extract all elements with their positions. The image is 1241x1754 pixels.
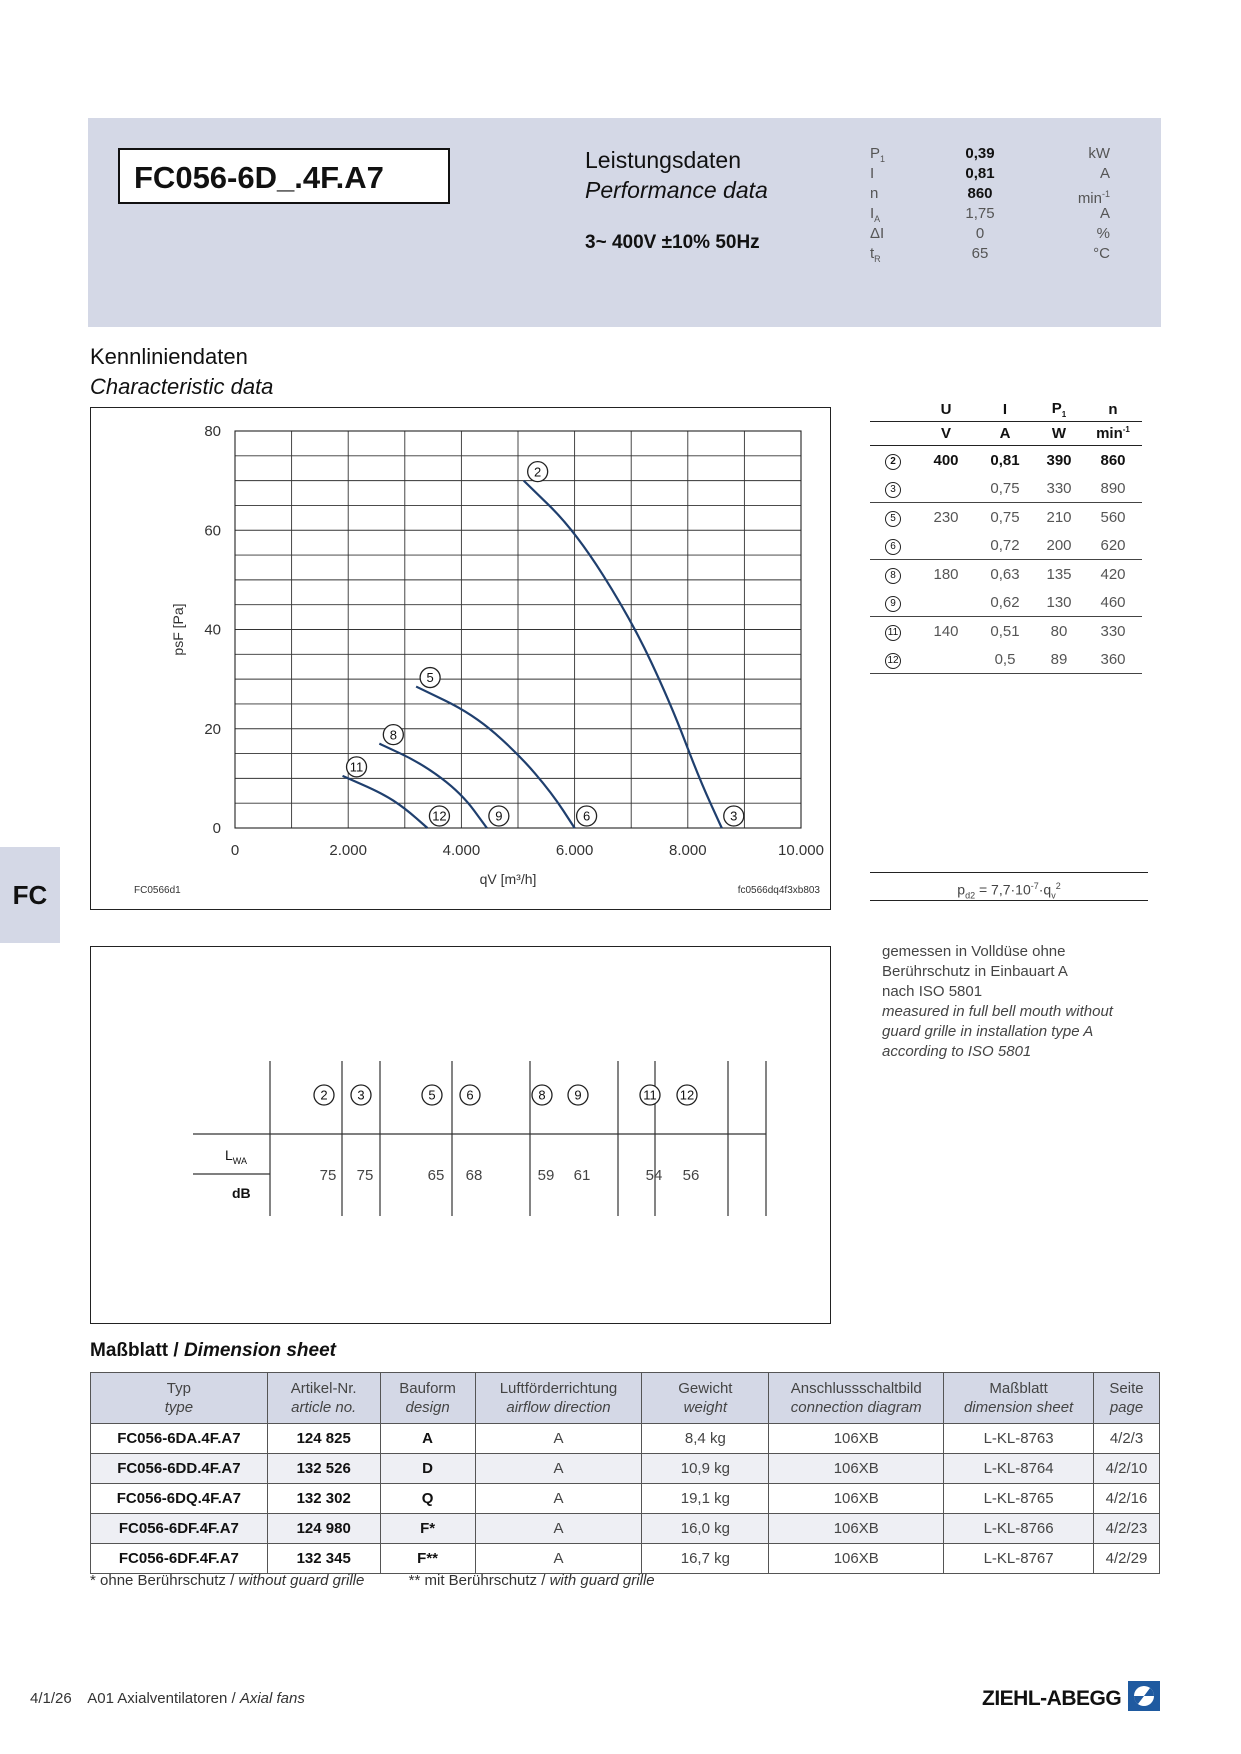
dimension-cell: 106XB bbox=[769, 1514, 944, 1544]
sound-value: 56 bbox=[682, 1167, 700, 1184]
dimension-cell: 16,0 kg bbox=[642, 1514, 769, 1544]
dimension-row bbox=[91, 1484, 1160, 1514]
dimension-cell: A bbox=[475, 1454, 642, 1484]
spec-unit: % bbox=[1096, 225, 1110, 242]
dimension-header-cell: Anschlussschaltbild connection diagram bbox=[769, 1373, 944, 1424]
op-table-cell: 0,81 bbox=[990, 451, 1020, 469]
svg-text:8: 8 bbox=[389, 727, 397, 743]
op-table-header-cell: V bbox=[916, 422, 976, 446]
sound-power-table bbox=[90, 946, 831, 1324]
page-number: 4/1/26 bbox=[30, 1690, 72, 1707]
note-line-en: guard grille in installation type A bbox=[882, 1023, 1094, 1040]
dimension-cell: 4/2/3 bbox=[1094, 1424, 1160, 1454]
op-table-row bbox=[870, 588, 1142, 617]
svg-text:9: 9 bbox=[574, 1087, 582, 1103]
sound-value: 59 bbox=[537, 1167, 555, 1184]
sound-value: 68 bbox=[465, 1167, 483, 1184]
dimension-row bbox=[91, 1454, 1160, 1484]
spec-unit: °C bbox=[1093, 245, 1110, 262]
op-table-header-cell: A bbox=[976, 422, 1034, 446]
chart-right-note: fc0566dq4f3xb803 bbox=[737, 885, 820, 896]
op-table-cell: 200 bbox=[1034, 531, 1084, 560]
y-tick-label: 60 bbox=[204, 522, 221, 540]
svg-text:9: 9 bbox=[495, 808, 503, 824]
y-tick-label: 80 bbox=[204, 423, 221, 440]
op-table-cell: 0,62 bbox=[976, 588, 1034, 617]
footnote-1-de: * ohne Berührschutz / bbox=[90, 1572, 239, 1589]
op-table-cell: 560 bbox=[1100, 508, 1126, 526]
x-tick-label: 2.000 bbox=[329, 842, 367, 859]
curve-marker-8 bbox=[383, 725, 403, 745]
dimension-header-cell: Artikel-Nr. article no. bbox=[267, 1373, 380, 1424]
spec-symbol: I bbox=[870, 165, 875, 182]
op-table-row bbox=[870, 446, 1142, 475]
dimension-cell: 4/2/10 bbox=[1094, 1454, 1160, 1484]
spec-unit: kW bbox=[1088, 145, 1110, 162]
svg-text:6: 6 bbox=[582, 808, 591, 824]
sound-marker-3 bbox=[351, 1085, 371, 1105]
y-tick-label: 20 bbox=[204, 720, 221, 738]
op-table-cell: 400 bbox=[933, 451, 959, 469]
svg-text:3: 3 bbox=[357, 1087, 365, 1103]
x-tick-label: 0 bbox=[230, 842, 240, 859]
series-line-11-12 bbox=[343, 776, 428, 828]
curve-marker-12 bbox=[429, 806, 449, 826]
op-table-cell: 180 bbox=[933, 565, 959, 583]
op-table-cell bbox=[916, 474, 976, 503]
note-line-de: nach ISO 5801 bbox=[882, 983, 983, 1000]
note-line-de: gemessen in Volldüse ohne bbox=[882, 943, 1066, 960]
op-table-header-cell: n bbox=[1084, 398, 1142, 422]
op-table-cell bbox=[916, 531, 976, 560]
dimension-cell: 4/2/16 bbox=[1094, 1484, 1160, 1514]
section-title-en: Characteristic data bbox=[90, 374, 274, 399]
dimension-cell: 19,1 kg bbox=[642, 1484, 769, 1514]
dimension-title-de: Maßblatt bbox=[90, 1340, 169, 1361]
spec-symbol: n bbox=[870, 185, 879, 202]
dimension-title-en: Dimension sheet bbox=[183, 1340, 336, 1361]
dimension-cell: 8,4 kg bbox=[642, 1424, 769, 1454]
svg-text:6: 6 bbox=[466, 1087, 474, 1103]
dimension-cell: 106XB bbox=[769, 1424, 944, 1454]
dimension-cell: 16,7 kg bbox=[642, 1544, 769, 1574]
spec-value: 1,75 bbox=[965, 205, 995, 222]
x-tick-label: 6.000 bbox=[555, 842, 594, 859]
dimension-cell: F** bbox=[380, 1544, 475, 1574]
op-table-cell: 0,51 bbox=[990, 622, 1020, 640]
performance-title-de: Leistungsdaten bbox=[585, 147, 742, 173]
x-axis-label: qV [m³/h] bbox=[479, 871, 537, 887]
op-table-cell bbox=[916, 645, 976, 674]
spec-unit: $\min^{-1}$ bbox=[1077, 189, 1110, 207]
dimension-cell: 4/2/29 bbox=[1094, 1544, 1160, 1574]
op-table-cell: 89 bbox=[1034, 645, 1084, 674]
section-title bbox=[90, 342, 273, 402]
brand-logo-text: ZIEHL-ABEGG bbox=[982, 1687, 1122, 1710]
dimension-cell: FC056-6DF.4F.A7 bbox=[91, 1544, 268, 1574]
dimension-cell: A bbox=[475, 1544, 642, 1574]
op-table-cell: 360 bbox=[1084, 645, 1142, 674]
op-table-cell: 80 bbox=[1050, 622, 1068, 640]
dimension-title: Maßblatt / Dimension sheet bbox=[90, 1340, 336, 1361]
op-table-cell: 330 bbox=[1034, 474, 1084, 503]
op-table-cell: 0,75 bbox=[976, 474, 1034, 503]
footnotes bbox=[90, 1572, 655, 1589]
sound-value: 54 bbox=[645, 1167, 663, 1184]
dimension-header-cell: Maßblatt dimension sheet bbox=[944, 1373, 1094, 1424]
dimension-table bbox=[90, 1372, 1160, 1574]
op-table-cell: 230 bbox=[933, 508, 959, 526]
section-title-de: Kennliniendaten bbox=[90, 344, 248, 369]
dimension-cell: 132 302 bbox=[267, 1484, 380, 1514]
op-table-cell: 460 bbox=[1084, 588, 1142, 617]
spec-value: 0 bbox=[975, 225, 985, 242]
op-table-cell: 130 bbox=[1034, 588, 1084, 617]
sound-value: 65 bbox=[427, 1167, 445, 1184]
op-table-header-cell: $\min^{-1}$ bbox=[1084, 422, 1142, 446]
sound-value: 75 bbox=[319, 1167, 337, 1184]
dimension-cell: A bbox=[380, 1424, 475, 1454]
dimension-cell: L-KL-8764 bbox=[944, 1454, 1094, 1484]
dimension-cell: L-KL-8767 bbox=[944, 1544, 1094, 1574]
spec-symbol: $I_A$ bbox=[870, 205, 881, 224]
curve-marker-3 bbox=[724, 806, 744, 826]
op-table-cell: 135 bbox=[1046, 565, 1072, 583]
op-table-cell: 390 bbox=[1046, 451, 1072, 469]
x-tick-label: 10.000 bbox=[778, 842, 824, 859]
dimension-cell: 4/2/23 bbox=[1094, 1514, 1160, 1544]
y-tick-label: 0 bbox=[212, 820, 221, 837]
y-tick-label: 40 bbox=[204, 621, 221, 639]
dimension-cell: F* bbox=[380, 1514, 475, 1544]
sound-marker-5 bbox=[422, 1085, 442, 1105]
op-table-cell: 0,63 bbox=[990, 565, 1020, 583]
dimension-header-row bbox=[91, 1373, 1160, 1424]
spec-value: 0,39 bbox=[965, 145, 995, 162]
curve-marker-6 bbox=[577, 806, 597, 826]
op-table-cell: 210 bbox=[1046, 508, 1072, 526]
dimension-cell: FC056-6DD.4F.A7 bbox=[91, 1454, 268, 1484]
dimension-header-cell: Gewicht weight bbox=[642, 1373, 769, 1424]
curve-marker-5 bbox=[420, 668, 440, 688]
op-table-row bbox=[870, 531, 1142, 560]
x-tick-label: 8.000 bbox=[669, 842, 707, 859]
op-table-cell: 140 bbox=[933, 622, 959, 640]
op-table-cell: 0,72 bbox=[976, 531, 1034, 560]
op-table-cell: 0,75 bbox=[990, 508, 1020, 526]
side-tab: FC bbox=[0, 847, 60, 943]
dimension-cell: A bbox=[475, 1484, 642, 1514]
op-table-cell: 890 bbox=[1084, 474, 1142, 503]
operating-point-marker: 12 bbox=[885, 653, 901, 669]
curve-marker-11 bbox=[347, 757, 367, 777]
sound-marker-11 bbox=[640, 1085, 660, 1105]
dimension-cell: 132 526 bbox=[267, 1454, 380, 1484]
svg-text:8: 8 bbox=[538, 1087, 546, 1103]
dimension-row bbox=[91, 1424, 1160, 1454]
svg-text:12: 12 bbox=[432, 808, 447, 824]
op-table-row bbox=[870, 474, 1142, 503]
op-table-cell: 620 bbox=[1084, 531, 1142, 560]
svg-text:2: 2 bbox=[320, 1087, 328, 1103]
spec-row bbox=[870, 204, 1110, 224]
op-table-row bbox=[870, 645, 1142, 674]
svg-text:3: 3 bbox=[730, 808, 738, 824]
dimension-cell: D bbox=[380, 1454, 475, 1484]
op-table-row bbox=[870, 560, 1142, 589]
sound-marker-9 bbox=[568, 1085, 588, 1105]
curve-marker-2 bbox=[528, 462, 548, 482]
operating-point-marker: 6 bbox=[885, 539, 901, 555]
op-table-header-cell: W bbox=[1034, 422, 1084, 446]
note-line-en: according to ISO 5801 bbox=[882, 1043, 1032, 1060]
voltage-label: 3~ 400V ±10% 50Hz bbox=[585, 232, 760, 253]
spec-row bbox=[870, 164, 1110, 184]
sound-marker-8 bbox=[532, 1085, 552, 1105]
op-table-header-cell: I bbox=[976, 398, 1034, 422]
operating-point-marker: 2 bbox=[885, 454, 901, 470]
svg-text:11: 11 bbox=[349, 759, 364, 775]
chart-grid bbox=[235, 431, 801, 828]
y-axis-label: psF [Pa] bbox=[170, 603, 186, 656]
dimension-cell: 106XB bbox=[769, 1484, 944, 1514]
op-table-row bbox=[870, 503, 1142, 532]
spec-unit: A bbox=[1099, 205, 1110, 222]
curve-marker-9 bbox=[489, 806, 509, 826]
spec-row bbox=[870, 184, 1110, 207]
op-table-cell: 330 bbox=[1100, 622, 1126, 640]
x-tick-label: 4.000 bbox=[442, 842, 481, 859]
dimension-cell: FC056-6DF.4F.A7 bbox=[91, 1514, 268, 1544]
op-table-cell: 860 bbox=[1100, 451, 1126, 469]
footnote-1-en: without guard grille bbox=[238, 1572, 365, 1589]
fan-logo-icon bbox=[1127, 1680, 1161, 1712]
brand-logo bbox=[982, 1680, 1161, 1712]
svg-text:11: 11 bbox=[643, 1087, 657, 1103]
op-table-unit-row bbox=[870, 422, 1142, 446]
dimension-cell: 124 825 bbox=[267, 1424, 380, 1454]
footnote-2-en: with guard grille bbox=[549, 1572, 655, 1589]
op-table-row bbox=[870, 617, 1142, 646]
operating-point-marker: 5 bbox=[885, 511, 901, 527]
footer-text-de: A01 Axialventilatoren / bbox=[87, 1690, 240, 1707]
spec-unit: A bbox=[1099, 165, 1110, 182]
dimension-cell: L-KL-8763 bbox=[944, 1424, 1094, 1454]
measurement-note bbox=[882, 942, 1162, 1062]
operating-point-marker: 11 bbox=[885, 625, 901, 641]
spec-symbol: ΔI bbox=[870, 225, 885, 242]
operating-point-table bbox=[870, 398, 1142, 674]
characteristic-chart bbox=[90, 407, 831, 910]
performance-title bbox=[585, 145, 768, 205]
svg-text:2: 2 bbox=[534, 464, 542, 480]
dimension-cell: 106XB bbox=[769, 1544, 944, 1574]
page-footer bbox=[30, 1690, 305, 1707]
dimension-cell: L-KL-8765 bbox=[944, 1484, 1094, 1514]
performance-title-en: Performance data bbox=[585, 177, 768, 203]
model-title: FC056-6D_.4F.A7 bbox=[118, 148, 450, 204]
operating-point-marker: 3 bbox=[885, 482, 901, 498]
formula-box bbox=[870, 872, 1148, 901]
spec-value: 65 bbox=[971, 245, 989, 262]
operating-point-marker: 8 bbox=[885, 568, 901, 584]
sound-value: 75 bbox=[356, 1167, 374, 1184]
spec-value: 0,81 bbox=[965, 165, 995, 182]
sound-marker-6 bbox=[460, 1085, 480, 1105]
db-label: dB bbox=[232, 1185, 251, 1201]
dimension-row bbox=[91, 1514, 1160, 1544]
lwa-label: $L_{WA}$ bbox=[225, 1147, 247, 1166]
dimension-cell: L-KL-8766 bbox=[944, 1514, 1094, 1544]
dimension-cell: Q bbox=[380, 1484, 475, 1514]
formula-text: $p_{d2} = 7,7\cdot 10^{-7}\cdot q_v^2$ bbox=[957, 881, 1061, 901]
spec-row bbox=[870, 244, 1110, 264]
spec-symbol: $t_R$ bbox=[870, 245, 881, 264]
note-line-de: Berührschutz in Einbauart A bbox=[882, 963, 1068, 980]
svg-text:5: 5 bbox=[426, 670, 434, 686]
spec-symbol: $P_1$ bbox=[870, 145, 886, 164]
dimension-cell: 106XB bbox=[769, 1454, 944, 1484]
op-table-header-cell: $P_1$ bbox=[1034, 398, 1084, 422]
footer-text-en: Axial fans bbox=[239, 1690, 305, 1707]
dimension-row bbox=[91, 1544, 1160, 1574]
dimension-header-cell: Bauform design bbox=[380, 1373, 475, 1424]
dimension-cell: FC056-6DA.4F.A7 bbox=[91, 1424, 268, 1454]
sound-value: 61 bbox=[573, 1167, 591, 1184]
chart-left-note: FC0566d1 bbox=[134, 885, 181, 896]
svg-text:12: 12 bbox=[679, 1087, 695, 1103]
spec-value: 860 bbox=[967, 185, 993, 202]
op-table-header-cell: U bbox=[916, 398, 976, 422]
dimension-cell: 132 345 bbox=[267, 1544, 380, 1574]
operating-point-marker: 9 bbox=[885, 596, 901, 612]
dimension-cell: 124 980 bbox=[267, 1514, 380, 1544]
dimension-cell: 10,9 kg bbox=[642, 1454, 769, 1484]
spec-row bbox=[870, 144, 1110, 164]
dimension-cell: A bbox=[475, 1514, 642, 1544]
sound-marker-2 bbox=[314, 1085, 334, 1105]
spec-row bbox=[870, 224, 1110, 244]
dimension-header-cell: Typ type bbox=[91, 1373, 268, 1424]
op-table-cell bbox=[916, 588, 976, 617]
sound-marker-12 bbox=[677, 1085, 697, 1105]
dimension-header-cell: Seite page bbox=[1094, 1373, 1160, 1424]
svg-text:5: 5 bbox=[428, 1087, 436, 1103]
footnote-2-de: ** mit Berührschutz / bbox=[408, 1572, 550, 1589]
op-table-header-row bbox=[870, 398, 1142, 422]
dimension-cell: FC056-6DQ.4F.A7 bbox=[91, 1484, 268, 1514]
op-table-cell: 0,5 bbox=[976, 645, 1034, 674]
note-line-en: measured in full bell mouth without bbox=[882, 1003, 1113, 1020]
op-table-cell: 420 bbox=[1100, 565, 1126, 583]
operating-point-table-wrap bbox=[870, 398, 1142, 674]
dimension-header-cell: Luftförderrichtung airflow direction bbox=[475, 1373, 642, 1424]
dimension-cell: A bbox=[475, 1424, 642, 1454]
